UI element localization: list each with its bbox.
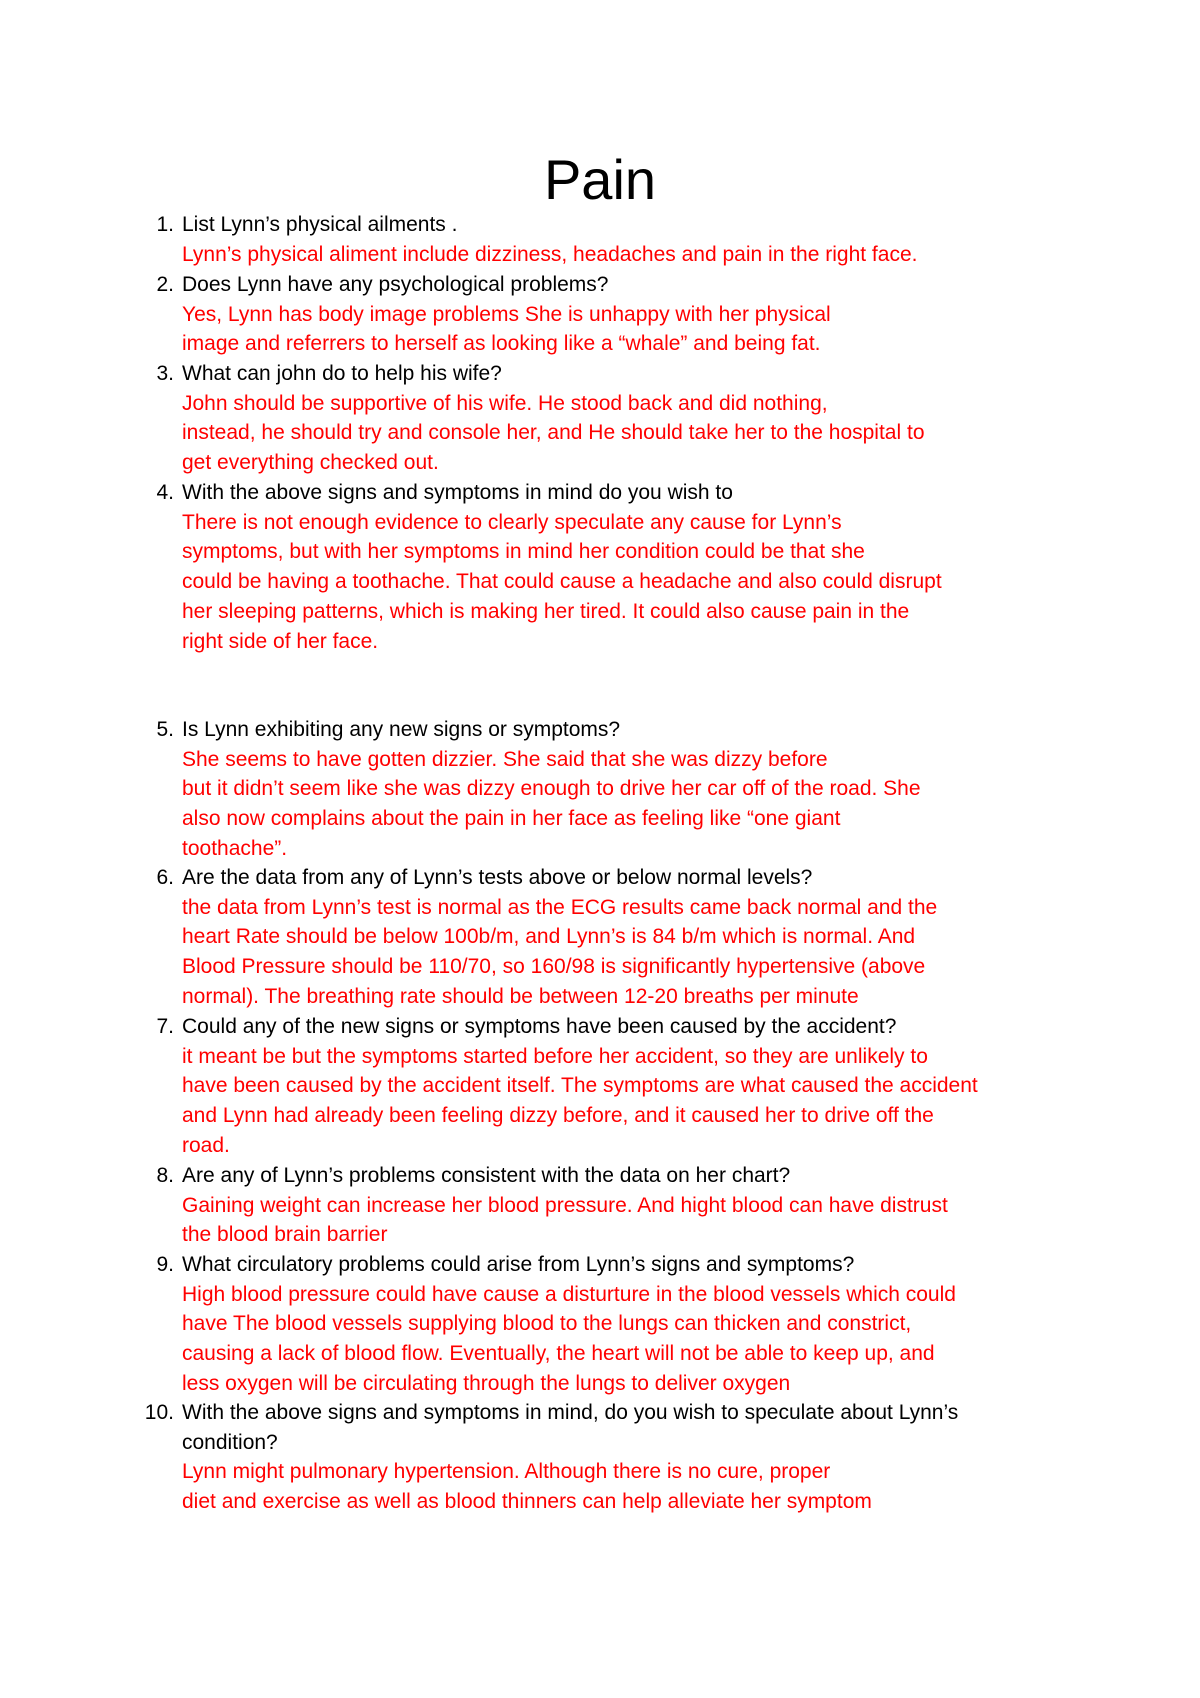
question-number: 6. [156,866,174,889]
question-item-10 [144,1398,1102,1517]
answer-text: High blood pressure could have cause a disturture in the blood vessels which could have The blood vessels supplying blood to the lungs can thicken and constrict, causing a lack of blood flow. Eventually, the heart will not be able to keep up, and less oxygen will be circulating through the lungs to deliver oxygen [182,1282,956,1395]
question-text: List Lynn’s physical ailments . [182,213,458,236]
answer-text: Lynn might pulmonary hypertension. Although there is no cure, proper diet and exercise as well as blood thinners can help alleviate her symptom [182,1460,872,1514]
question-number: 10. [144,1401,174,1424]
question-text: What circulatory problems could arise from Lynn’s signs and symptoms? [182,1253,855,1276]
question-text: Are any of Lynn’s problems consistent with the data on her chart? [182,1164,791,1187]
question-number: 5. [156,718,174,741]
question-text: With the above signs and symptoms in mind, do you wish to speculate about Lynn’s condition? [182,1401,959,1454]
question-item-8 [156,1161,1102,1250]
question-number: 3. [156,362,174,385]
question-text: Are the data from any of Lynn’s tests above or below normal levels? [182,866,813,889]
question-text: Does Lynn have any psychological problems? [182,273,609,296]
answer-text: John should be supportive of his wife. He stood back and did nothing, instead, he should try and console her, and He should take her to the hospital to get everything checked out. [182,391,925,475]
question-number: 2. [156,273,174,296]
answer-text: There is not enough evidence to clearly speculate any cause for Lynn’s symptoms, but with her symptoms in mind her condition could be that she could be having a toothache. That could cause a headache and also could disrupt her sleeping patterns, which is making her tired. It could also cause pain in the right side of her face. [182,510,942,653]
answer-text: it meant be but the symptoms started before her accident, so they are unlikely to have been caused by the accident itself. The symptoms are what caused the accident and Lynn had already been feeling dizzy before, and it caused her to drive off the road. [182,1044,978,1157]
page-title: Pain [543,148,657,211]
question-item-7 [156,1012,1102,1161]
question-item-9 [156,1250,1102,1399]
question-number: 7. [156,1015,174,1038]
question-number: 8. [156,1164,174,1187]
answer-text: Yes, Lynn has body image problems She is unhappy with her physical image and referrers to herself as looking like a “whale” and being fat. [182,302,831,356]
question-item-2 [156,270,1102,359]
question-text: With the above signs and symptoms in mind do you wish to [182,481,733,504]
question-number: 1. [156,213,174,236]
question-text: What can john do to help his wife? [182,362,502,385]
question-item-4 [156,478,1102,656]
answer-text: Lynn’s physical aliment include dizziness, headaches and pain in the right face. [182,242,918,266]
question-item-5 [156,715,1102,864]
question-number: 4. [156,481,174,504]
question-text: Could any of the new signs or symptoms have been caused by the accident? [182,1015,897,1038]
answer-text: Gaining weight can increase her blood pressure. And hight blood can have distrust the blood brain barrier [182,1193,948,1247]
answer-text: the data from Lynn’s test is normal as the ECG results came back normal and the heart Rate should be below 100b/m, and Lynn’s is 84 b/m which is normal. And Blood Pressure should be 110/70, so 160/98 is significantly hypertensive (above normal). The breathing rate should be between 12-20 breaths per minute [182,895,938,1008]
question-number: 9. [156,1253,174,1276]
question-item-3 [156,359,1102,478]
answer-text: She seems to have gotten dizzier. She said that she was dizzy before but it didn’t seem like she was dizzy enough to drive her car off of the road. She also now complains about the pain in her face as feeling like “one giant toothache”. [182,747,921,860]
question-item-1 [156,210,1102,269]
question-item-6 [156,863,1102,1012]
question-text: Is Lynn exhibiting any new signs or symptoms? [182,718,621,741]
